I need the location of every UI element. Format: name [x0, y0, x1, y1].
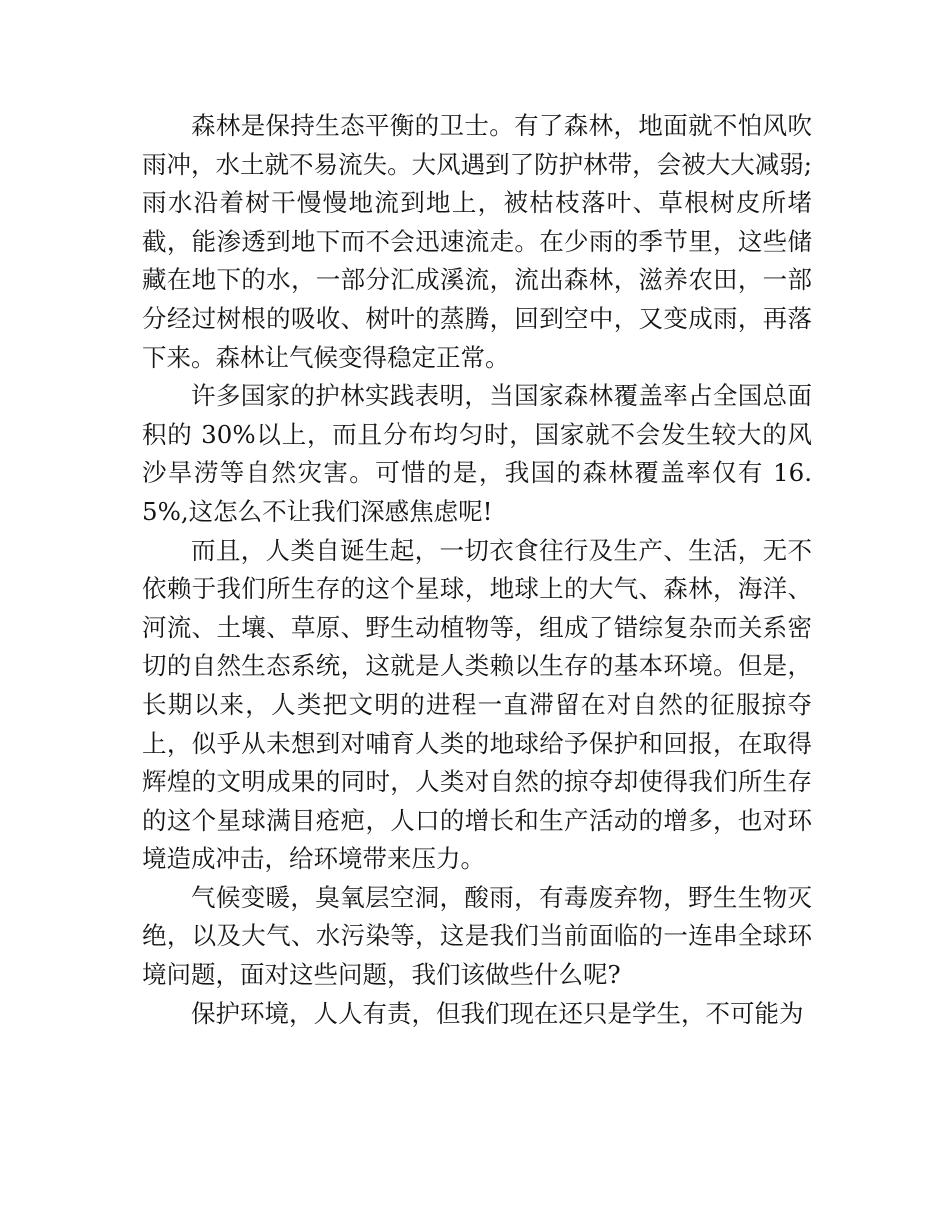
document-body [142, 107, 812, 1033]
paragraph-forest-coverage: 许多国家的护林实践表明，当国家森林覆盖率占全国总面积的 30%以上，而且分布均匀时，国家就不会发生较大的风沙旱涝等自然灾害。可惜的是，我国的森林覆盖率仅有 16.5%,这怎么不让我们深感焦虑呢! [142, 381, 812, 526]
paragraph-global-problems: 气候变暖，臭氧层空洞，酸雨，有毒废弃物，野生生物灭绝，以及大气、水污染等，这是我们当前面临的一连串全球环境问题，面对这些问题，我们该做些什么呢? [142, 882, 812, 990]
paragraph-student-responsibility: 保护环境，人人有责，但我们现在还只是学生，不可能为 [191, 998, 804, 1028]
paragraph-human-environment: 而且，人类自诞生起，一切衣食往行及生产、生活，无不依赖于我们所生存的这个星球，地球上的大气、森林，海洋、河流、土壤、草原、野生动植物等，组成了错综复杂而关系密切的自然生态系统，这就是人类赖以生存的基本环境。但是，长期以来，人类把文明的进程一直滞留在对自然的征服掠夺上，似乎从未想到对哺育人类的地球给予保护和回报，在取得辉煌的文明成果的同时，人类对自然的掠夺却使得我们所生存的这个星球满目疮疤，人口的增长和生产活动的增多，也对环境造成冲击，给环境带来压力。 [142, 535, 812, 874]
paragraph-forest-guardian: 森林是保持生态平衡的卫士。有了森林，地面就不怕风吹雨冲，水土就不易流失。大风遇到了防护林带，会被大大减弱;雨水沿着树干慢慢地流到地上，被枯枝落叶、草根树皮所堵截，能渗透到地下而不会迅速流走。在少雨的季节里，这些储藏在地下的水，一部分汇成溪流，流出森林，滋养农田，一部分经过树根的吸收、树叶的蒸腾，回到空中，又变成雨，再落下来。森林让气候变得稳定正常。 [142, 111, 812, 372]
